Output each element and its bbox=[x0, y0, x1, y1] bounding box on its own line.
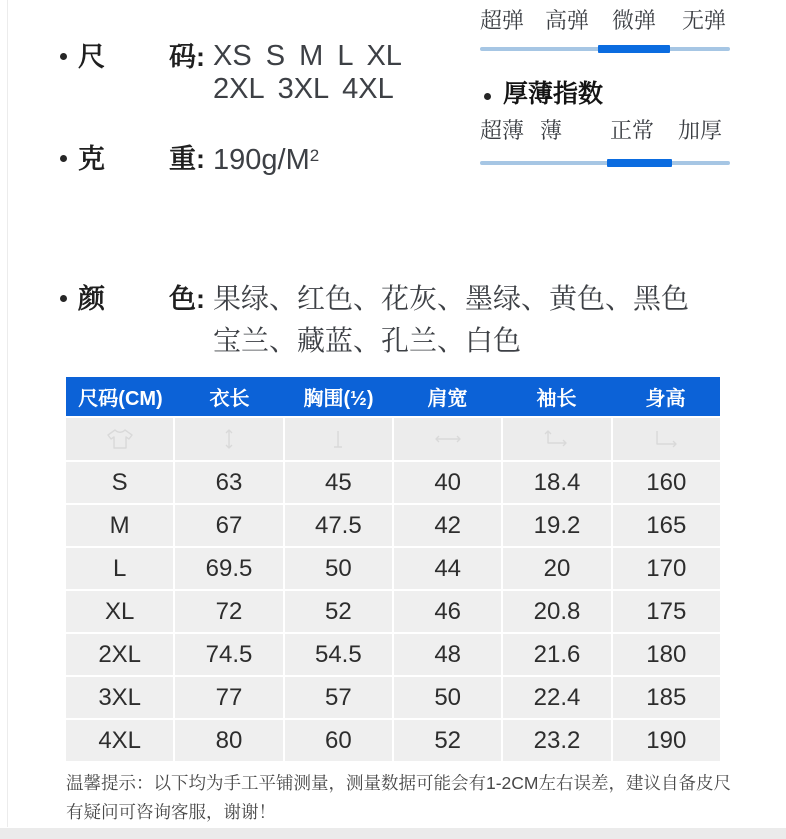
size-label-char2: 码: bbox=[169, 42, 205, 72]
color-values-line2: 宝兰、藏蓝、孔兰、白色 bbox=[213, 325, 522, 356]
measurement-cell: 185 bbox=[613, 677, 720, 718]
model-height-icon bbox=[613, 418, 720, 460]
measurement-cell: 46 bbox=[394, 591, 501, 632]
measurement-cell: 20.8 bbox=[503, 591, 610, 632]
measurement-cell: 50 bbox=[394, 677, 501, 718]
measurement-cell: 170 bbox=[613, 548, 720, 589]
size-name-cell: L bbox=[66, 548, 173, 589]
scale-option: 薄 bbox=[540, 118, 563, 143]
thickness-bullet-dot bbox=[484, 93, 491, 100]
size-label bbox=[78, 44, 205, 71]
measurement-cell: 165 bbox=[613, 505, 720, 546]
thickness-options-row bbox=[480, 120, 730, 146]
elasticity-scale-track bbox=[480, 47, 730, 51]
note-line-1: 温馨提示：以下均为手工平铺测量，测量数据可能会有1-2CM左右误差，建议自备皮尺 bbox=[66, 773, 732, 793]
garment-length-icon bbox=[175, 418, 282, 460]
color-bullet-dot bbox=[60, 295, 67, 302]
measurement-cell: 52 bbox=[394, 720, 501, 761]
color-label-char1: 颜 bbox=[78, 284, 105, 314]
shoulder-width-icon bbox=[394, 418, 501, 460]
size-table-header-cell: 胸围(½) bbox=[303, 388, 374, 410]
thickness-section-title: 厚薄指数 bbox=[503, 80, 604, 108]
measurement-cell: 48 bbox=[394, 634, 501, 675]
scale-option: 微弹 bbox=[612, 8, 657, 33]
measurement-cell: 74.5 bbox=[175, 634, 282, 675]
measurement-cell: 63 bbox=[175, 462, 282, 503]
size-name-cell: 2XL bbox=[66, 634, 173, 675]
measurement-cell: 42 bbox=[394, 505, 501, 546]
measurement-cell: 69.5 bbox=[175, 548, 282, 589]
thickness-scale-track bbox=[480, 161, 730, 165]
size-table-header-cell: 肩宽 bbox=[427, 388, 468, 410]
weight-value-superscript: 2 bbox=[309, 146, 320, 165]
size-table-row bbox=[66, 720, 720, 761]
size-chart-table bbox=[66, 377, 720, 761]
scale-option: 超薄 bbox=[480, 118, 525, 143]
note-line-2: 有疑问可咨询客服，谢谢！ bbox=[66, 802, 276, 822]
sleeve-length-icon bbox=[503, 418, 610, 460]
weight-label-char1: 克 bbox=[78, 144, 105, 174]
bottom-gray-strip bbox=[0, 828, 786, 839]
measurement-cell: 57 bbox=[285, 677, 392, 718]
measurement-cell: 54.5 bbox=[285, 634, 392, 675]
measurement-cell: 22.4 bbox=[503, 677, 610, 718]
size-name-cell: XL bbox=[66, 591, 173, 632]
size-table-row bbox=[66, 591, 720, 632]
size-name-cell: 3XL bbox=[66, 677, 173, 718]
size-table-row bbox=[66, 634, 720, 675]
measurement-cell: 47.5 bbox=[285, 505, 392, 546]
size-table-row bbox=[66, 677, 720, 718]
measurement-note bbox=[66, 769, 732, 827]
measurement-cell: 175 bbox=[613, 591, 720, 632]
measurement-cell: 190 bbox=[613, 720, 720, 761]
color-label bbox=[78, 286, 205, 313]
measurement-cell: 50 bbox=[285, 548, 392, 589]
measurement-cell: 80 bbox=[175, 720, 282, 761]
measurement-cell: 44 bbox=[394, 548, 501, 589]
scale-option: 超弹 bbox=[480, 8, 525, 33]
weight-bullet-dot bbox=[60, 155, 67, 162]
elasticity-active-indicator bbox=[598, 45, 670, 53]
size-table-icon-row bbox=[66, 418, 720, 460]
size-table-row bbox=[66, 462, 720, 503]
color-values-line1: 果绿、红色、花灰、墨绿、黄色、黑色 bbox=[213, 283, 690, 314]
measurement-cell: 21.6 bbox=[503, 634, 610, 675]
size-values-line1: XS S M L XL bbox=[213, 40, 402, 72]
size-table-header-cell: 袖长 bbox=[536, 388, 577, 410]
elasticity-options-row bbox=[480, 10, 730, 36]
measurement-cell: 40 bbox=[394, 462, 501, 503]
measurement-cell: 23.2 bbox=[503, 720, 610, 761]
fabric-scales-panel bbox=[480, 0, 730, 180]
measurement-cell: 60 bbox=[285, 720, 392, 761]
tshirt-icon bbox=[66, 418, 173, 460]
chest-width-icon bbox=[285, 418, 392, 460]
size-name-cell: 4XL bbox=[66, 720, 173, 761]
color-label-char2: 色: bbox=[169, 284, 205, 314]
measurement-cell: 72 bbox=[175, 591, 282, 632]
measurement-cell: 77 bbox=[175, 677, 282, 718]
measurement-cell: 52 bbox=[285, 591, 392, 632]
weight-value-text: 190g/M bbox=[213, 144, 310, 176]
measurement-cell: 19.2 bbox=[503, 505, 610, 546]
size-name-cell: S bbox=[66, 462, 173, 503]
size-bullet-dot bbox=[60, 53, 67, 60]
size-values-line2: 2XL 3XL 4XL bbox=[213, 73, 394, 105]
size-table-header-cell: 衣长 bbox=[209, 388, 250, 410]
weight-value bbox=[213, 146, 319, 175]
measurement-cell: 18.4 bbox=[503, 462, 610, 503]
page-left-edge-divider bbox=[7, 0, 8, 827]
measurement-cell: 180 bbox=[613, 634, 720, 675]
size-label-char1: 尺 bbox=[78, 42, 105, 72]
weight-label bbox=[78, 146, 205, 173]
scale-option: 正常 bbox=[610, 118, 655, 143]
measurement-cell: 20 bbox=[503, 548, 610, 589]
scale-option: 无弹 bbox=[682, 8, 727, 33]
size-table-header-cell: 身高 bbox=[645, 388, 686, 410]
size-table-header-cell: 尺码(CM) bbox=[78, 388, 163, 410]
size-table-row bbox=[66, 505, 720, 546]
thickness-active-indicator bbox=[607, 159, 672, 167]
size-name-cell: M bbox=[66, 505, 173, 546]
scale-option: 高弹 bbox=[545, 8, 590, 33]
scale-option: 加厚 bbox=[678, 118, 723, 143]
weight-label-char2: 重: bbox=[169, 144, 205, 174]
size-table-row bbox=[66, 548, 720, 589]
measurement-cell: 45 bbox=[285, 462, 392, 503]
size-table-header-row bbox=[66, 377, 720, 416]
measurement-cell: 160 bbox=[613, 462, 720, 503]
measurement-cell: 67 bbox=[175, 505, 282, 546]
